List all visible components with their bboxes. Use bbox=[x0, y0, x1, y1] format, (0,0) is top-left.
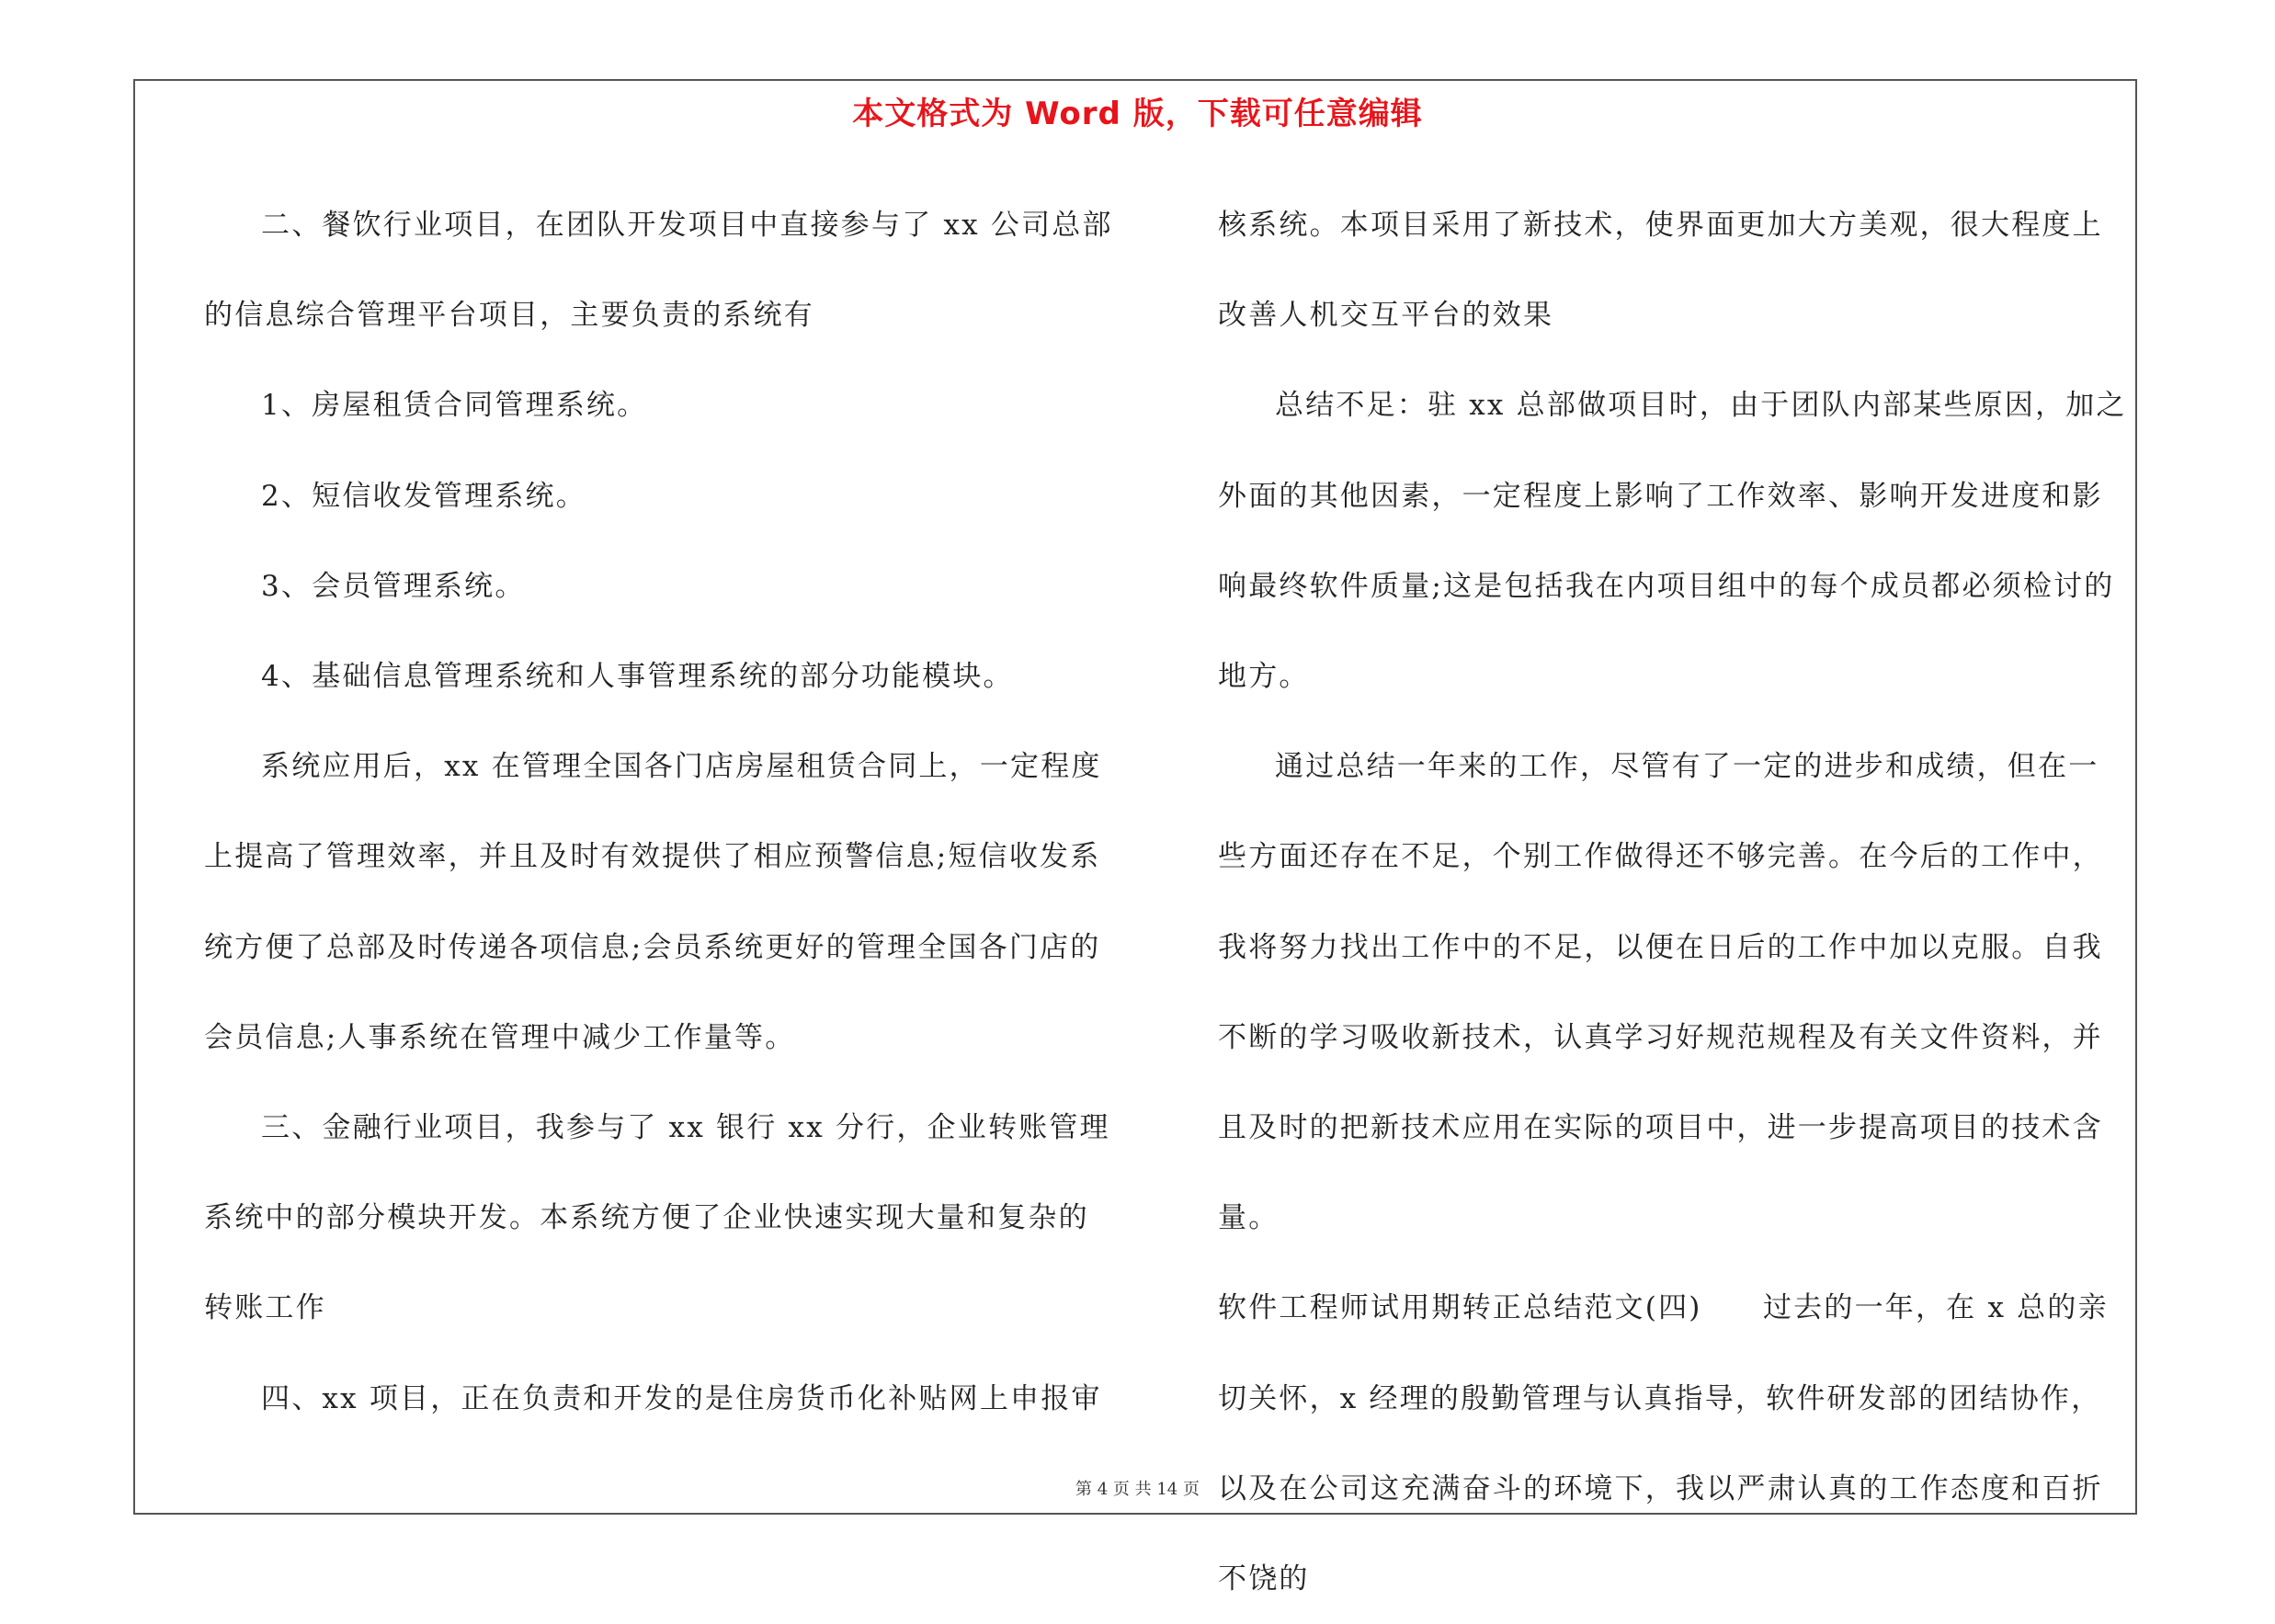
paragraph-system-effects: 系统应用后，xx 在管理全国各门店房屋租赁合同上，一定程度上提高了管理效率，并且及时有效提供了相应预警信息;短信收发系统方便了总部及时传递各项信息;会员系统更好的管理全国各门店的会员信息;人事系统在管理中减少工作量等。 bbox=[204, 750, 1102, 1054]
list-item-sms-system: 2、短信收发管理系统。 bbox=[261, 479, 586, 513]
list-item-member-system: 3、会员管理系统。 bbox=[261, 569, 526, 603]
page-number: 第 4 页 共 14 页 bbox=[1075, 1480, 1200, 1499]
paragraph-xx-project: 四、xx 项目，正在负责和开发的是住房货币化补贴网上申报审 bbox=[261, 1381, 1102, 1415]
paragraph-shortcomings: 总结不足：驻 xx 总部做项目时，由于团队内部某些原因，加之外面的其他因素，一定程度上影响了工作效率、影响开发进度和影响最终软件质量;这是包括我在内项目组中的每个成员都必须检讨的地方。 bbox=[1218, 389, 2127, 694]
left-column bbox=[204, 180, 1114, 1444]
paragraph-sample-four: 软件工程师试用期转正总结范文(四) 过去的一年，在 x 总的亲切关怀，x 经理的殷勤管理与认真指导，软件研发部的团结协作，以及在公司这充满奋斗的环境下，我以严肃认真的工作态度和百折不饶的 bbox=[1218, 1291, 2109, 1596]
list-item-basic-info-hr: 4、基础信息管理系统和人事管理系统的部分功能模块。 bbox=[261, 660, 1014, 694]
right-column bbox=[1218, 180, 2128, 1624]
word-format-banner: 本文格式为 Word 版，下载可任意编辑 bbox=[852, 96, 1423, 132]
paragraph-audit-system: 核系统。本项目采用了新技术，使界面更加大方美观，很大程度上改善人机交互平台的效果 bbox=[1218, 209, 2103, 333]
paragraph-catering-project: 二、餐饮行业项目，在团队开发项目中直接参与了 xx 公司总部的信息综合管理平台项目，主要负责的系统有 bbox=[204, 209, 1113, 333]
paragraph-year-summary: 通过总结一年来的工作，尽管有了一定的进步和成绩，但在一些方面还存在不足，个别工作做得还不够完善。在今后的工作中，我将努力找出工作中的不足，以便在日后的工作中加以克服。自我不断的学习吸收新技术，认真学习好规范规程及有关文件资料，并且及时的把新技术应用在实际的项目中，进一步提高项目的技术含量。 bbox=[1218, 750, 2103, 1235]
paragraph-finance-project: 三、金融行业项目，我参与了 xx 银行 xx 分行，企业转账管理系统中的部分模块开发。本系统方便了企业快速实现大量和复杂的转账工作 bbox=[204, 1111, 1110, 1325]
list-item-lease-contract: 1、房屋租赁合同管理系统。 bbox=[261, 389, 648, 423]
